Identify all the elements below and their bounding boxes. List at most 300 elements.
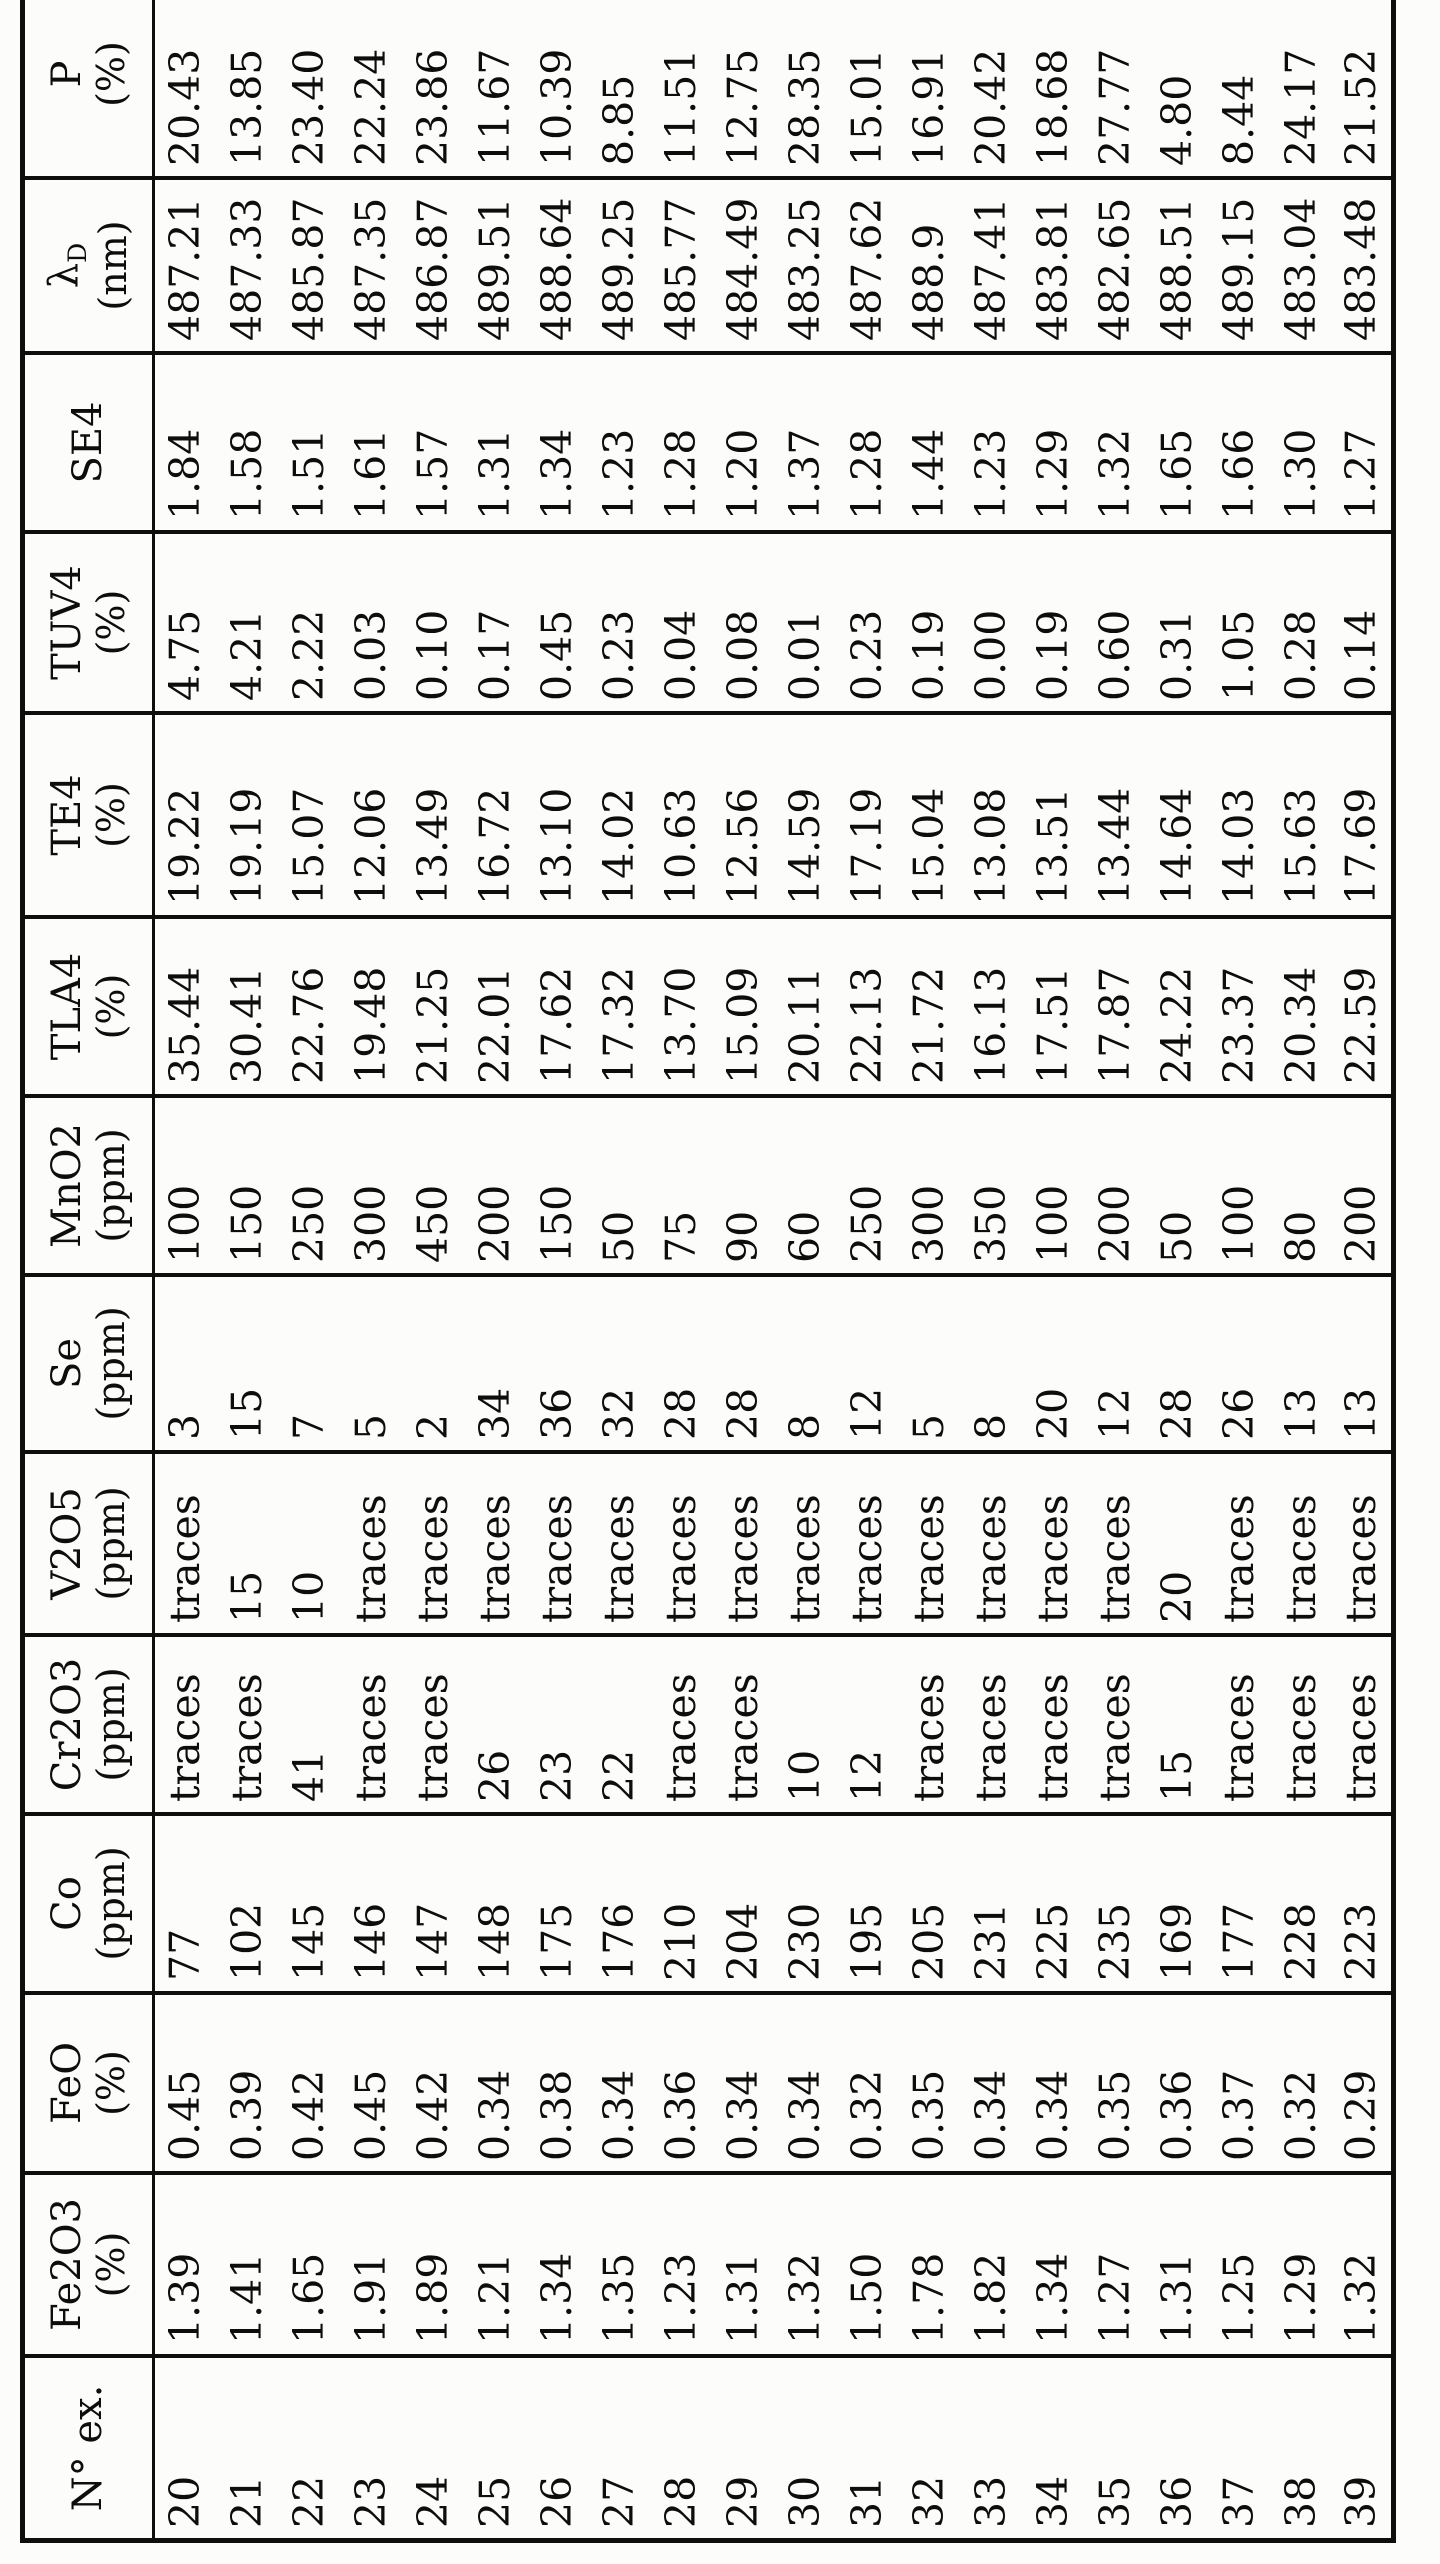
cell-n_ex: 37 [1208, 2356, 1270, 2541]
cell-se4: 1.27 [1332, 353, 1394, 532]
cell-co: 228 [1270, 1814, 1332, 1993]
cell-co: 148 [464, 1814, 526, 1993]
cell-lambda_d: 483.04 [1270, 178, 1332, 353]
cell-feo: 0.32 [836, 1993, 898, 2173]
cell-mno2: 150 [526, 1096, 588, 1275]
cell-se4: 1.65 [1146, 353, 1208, 532]
column-unit: (%) [88, 2231, 133, 2298]
cell-co: 177 [1208, 1814, 1270, 1993]
cell-tuv4: 0.17 [464, 532, 526, 713]
cell-p: 27.77 [1084, 0, 1146, 178]
cell-te4: 13.49 [402, 713, 464, 917]
column-unit: (ppm) [88, 1486, 133, 1601]
cell-tuv4: 1.05 [1208, 532, 1270, 713]
cell-v2o5: traces [1084, 1452, 1146, 1635]
cell-cr2o3: traces [154, 1635, 216, 1814]
cell-tuv4: 0.00 [960, 532, 1022, 713]
cell-n_ex: 35 [1084, 2356, 1146, 2541]
cell-cr2o3: traces [402, 1635, 464, 1814]
column-unit: (ppm) [88, 1128, 133, 1243]
cell-tuv4: 2.22 [278, 532, 340, 713]
table-row-ex-26 [526, 0, 588, 2541]
cell-se4: 1.37 [774, 353, 836, 532]
cell-cr2o3: 15 [1146, 1635, 1208, 1814]
cell-se4: 1.66 [1208, 353, 1270, 532]
cell-n_ex: 27 [588, 2356, 650, 2541]
cell-mno2: 300 [340, 1096, 402, 1275]
cell-te4: 12.06 [340, 713, 402, 917]
table-row-ex-33 [960, 0, 1022, 2541]
cell-mno2: 450 [402, 1096, 464, 1275]
cell-tla4: 22.13 [836, 917, 898, 1096]
column-header-cr2o3 [23, 1635, 154, 1814]
cell-n_ex: 30 [774, 2356, 836, 2541]
column-header-feo [23, 1993, 154, 2173]
cell-feo: 0.34 [774, 1993, 836, 2173]
table-row-ex-38 [1270, 0, 1332, 2541]
column-label: MnO2 [43, 1123, 90, 1248]
cell-se: 2 [402, 1275, 464, 1452]
cell-lambda_d: 483.81 [1022, 178, 1084, 353]
cell-te4: 15.04 [898, 713, 960, 917]
cell-se4: 1.20 [712, 353, 774, 532]
cell-se: 32 [588, 1275, 650, 1452]
cell-se4: 1.44 [898, 353, 960, 532]
cell-fe2o3: 1.31 [1146, 2173, 1208, 2356]
cell-tuv4: 0.19 [898, 532, 960, 713]
table-row-ex-32 [898, 0, 960, 2541]
cell-se: 8 [774, 1275, 836, 1452]
cell-se: 7 [278, 1275, 340, 1452]
table-header [23, 0, 154, 2541]
cell-fe2o3: 1.32 [774, 2173, 836, 2356]
cell-fe2o3: 1.31 [712, 2173, 774, 2356]
cell-fe2o3: 1.27 [1084, 2173, 1146, 2356]
cell-feo: 0.34 [1022, 1993, 1084, 2173]
cell-n_ex: 23 [340, 2356, 402, 2541]
cell-p: 20.42 [960, 0, 1022, 178]
cell-n_ex: 31 [836, 2356, 898, 2541]
column-header-te4 [23, 713, 154, 917]
cell-feo: 0.39 [216, 1993, 278, 2173]
cell-feo: 0.34 [464, 1993, 526, 2173]
cell-p: 23.86 [402, 0, 464, 178]
cell-co: 77 [154, 1814, 216, 1993]
column-header-se [23, 1275, 154, 1452]
cell-v2o5: traces [1208, 1452, 1270, 1635]
cell-n_ex: 20 [154, 2356, 216, 2541]
cell-co: 204 [712, 1814, 774, 1993]
column-label: N° ex. [65, 2384, 112, 2512]
cell-fe2o3: 1.32 [1332, 2173, 1394, 2356]
cell-feo: 0.42 [278, 1993, 340, 2173]
cell-v2o5: traces [340, 1452, 402, 1635]
cell-se: 28 [1146, 1275, 1208, 1452]
cell-cr2o3: traces [1332, 1635, 1394, 1814]
cell-lambda_d: 487.35 [340, 178, 402, 353]
cell-co: 231 [960, 1814, 1022, 1993]
cell-lambda_d: 487.41 [960, 178, 1022, 353]
table-row-ex-28 [650, 0, 712, 2541]
cell-feo: 0.35 [898, 1993, 960, 2173]
cell-lambda_d: 487.33 [216, 178, 278, 353]
cell-mno2: 50 [1146, 1096, 1208, 1275]
cell-fe2o3: 1.21 [464, 2173, 526, 2356]
cell-v2o5: traces [712, 1452, 774, 1635]
cell-p: 13.85 [216, 0, 278, 178]
cell-cr2o3: traces [650, 1635, 712, 1814]
cell-fe2o3: 1.89 [402, 2173, 464, 2356]
cell-fe2o3: 1.65 [278, 2173, 340, 2356]
column-header-lambda_d [23, 178, 154, 353]
cell-fe2o3: 1.34 [1022, 2173, 1084, 2356]
column-unit: (ppm) [88, 1667, 133, 1782]
cell-fe2o3: 1.82 [960, 2173, 1022, 2356]
cell-se: 28 [650, 1275, 712, 1452]
cell-se: 5 [340, 1275, 402, 1452]
cell-n_ex: 25 [464, 2356, 526, 2541]
cell-se4: 1.28 [836, 353, 898, 532]
cell-p: 22.24 [340, 0, 402, 178]
cell-fe2o3: 1.35 [588, 2173, 650, 2356]
table-row-ex-24 [402, 0, 464, 2541]
cell-feo: 0.42 [402, 1993, 464, 2173]
cell-mno2: 200 [1332, 1096, 1394, 1275]
cell-lambda_d: 488.51 [1146, 178, 1208, 353]
cell-se4: 1.32 [1084, 353, 1146, 532]
cell-se4: 1.34 [526, 353, 588, 532]
cell-cr2o3: 26 [464, 1635, 526, 1814]
cell-cr2o3: 12 [836, 1635, 898, 1814]
cell-tla4: 23.37 [1208, 917, 1270, 1096]
column-label: Cr2O3 [43, 1657, 90, 1792]
cell-tuv4: 4.75 [154, 532, 216, 713]
table-row-ex-22 [278, 0, 340, 2541]
cell-co: 205 [898, 1814, 960, 1993]
cell-mno2: 100 [1022, 1096, 1084, 1275]
cell-te4: 14.03 [1208, 713, 1270, 917]
cell-tla4: 17.87 [1084, 917, 1146, 1096]
table-row-ex-20 [154, 0, 216, 2541]
column-label: Se [43, 1337, 90, 1390]
cell-tla4: 35.44 [154, 917, 216, 1096]
cell-se: 12 [836, 1275, 898, 1452]
cell-n_ex: 26 [526, 2356, 588, 2541]
cell-te4: 19.22 [154, 713, 216, 917]
column-header-tuv4 [23, 532, 154, 713]
cell-se4: 1.29 [1022, 353, 1084, 532]
cell-se: 20 [1022, 1275, 1084, 1452]
column-unit: (%) [88, 41, 133, 107]
cell-se: 3 [154, 1275, 216, 1452]
cell-co: 102 [216, 1814, 278, 1993]
table-row-ex-23 [340, 0, 402, 2541]
cell-v2o5: traces [526, 1452, 588, 1635]
cell-feo: 0.32 [1270, 1993, 1332, 2173]
cell-cr2o3: 41 [278, 1635, 340, 1814]
cell-co: 176 [588, 1814, 650, 1993]
cell-cr2o3: 22 [588, 1635, 650, 1814]
cell-mno2: 100 [154, 1096, 216, 1275]
cell-co: 145 [278, 1814, 340, 1993]
cell-mno2: 250 [278, 1096, 340, 1275]
cell-mno2: 90 [712, 1096, 774, 1275]
table-row-ex-37 [1208, 0, 1270, 2541]
cell-n_ex: 28 [650, 2356, 712, 2541]
cell-p: 16.91 [898, 0, 960, 178]
cell-mno2: 350 [960, 1096, 1022, 1275]
cell-mno2: 60 [774, 1096, 836, 1275]
cell-co: 169 [1146, 1814, 1208, 1993]
cell-v2o5: traces [774, 1452, 836, 1635]
cell-te4: 13.51 [1022, 713, 1084, 917]
column-label: Fe2O3 [43, 2198, 90, 2331]
cell-lambda_d: 485.87 [278, 178, 340, 353]
column-unit: (ppm) [88, 1306, 133, 1421]
cell-co: 223 [1332, 1814, 1394, 1993]
cell-v2o5: traces [154, 1452, 216, 1635]
cell-cr2o3: 10 [774, 1635, 836, 1814]
cell-lambda_d: 489.25 [588, 178, 650, 353]
cell-te4: 19.19 [216, 713, 278, 917]
table-row-ex-35 [1084, 0, 1146, 2541]
cell-lambda_d: 488.9 [898, 178, 960, 353]
cell-se: 8 [960, 1275, 1022, 1452]
cell-tla4: 20.11 [774, 917, 836, 1096]
table-body [154, 0, 1394, 2541]
column-header-p [23, 0, 154, 178]
cell-n_ex: 32 [898, 2356, 960, 2541]
header-row [23, 0, 154, 2541]
cell-tla4: 17.62 [526, 917, 588, 1096]
cell-n_ex: 21 [216, 2356, 278, 2541]
column-header-mno2 [23, 1096, 154, 1275]
cell-mno2: 300 [898, 1096, 960, 1275]
cell-v2o5: traces [464, 1452, 526, 1635]
cell-p: 20.43 [154, 0, 216, 178]
cell-tla4: 13.70 [650, 917, 712, 1096]
cell-p: 8.85 [588, 0, 650, 178]
cell-tuv4: 0.19 [1022, 532, 1084, 713]
column-header-tla4 [23, 917, 154, 1096]
cell-se4: 1.84 [154, 353, 216, 532]
cell-cr2o3: 23 [526, 1635, 588, 1814]
cell-feo: 0.36 [1146, 1993, 1208, 2173]
column-unit: (%) [88, 973, 133, 1040]
cell-tla4: 20.34 [1270, 917, 1332, 1096]
cell-co: 235 [1084, 1814, 1146, 1993]
cell-tla4: 21.72 [898, 917, 960, 1096]
cell-te4: 13.08 [960, 713, 1022, 917]
cell-n_ex: 34 [1022, 2356, 1084, 2541]
cell-cr2o3: traces [1084, 1635, 1146, 1814]
cell-feo: 0.45 [154, 1993, 216, 2173]
cell-v2o5: traces [1270, 1452, 1332, 1635]
cell-v2o5: traces [588, 1452, 650, 1635]
cell-v2o5: traces [1022, 1452, 1084, 1635]
cell-tuv4: 0.08 [712, 532, 774, 713]
table-row-ex-34 [1022, 0, 1084, 2541]
cell-feo: 0.29 [1332, 1993, 1394, 2173]
cell-fe2o3: 1.29 [1270, 2173, 1332, 2356]
cell-p: 24.17 [1270, 0, 1332, 178]
table-row-ex-31 [836, 0, 898, 2541]
cell-lambda_d: 486.87 [402, 178, 464, 353]
column-header-n_ex [23, 2356, 154, 2541]
cell-mno2: 250 [836, 1096, 898, 1275]
cell-feo: 0.36 [650, 1993, 712, 2173]
table-row-ex-21 [216, 0, 278, 2541]
cell-se: 12 [1084, 1275, 1146, 1452]
cell-te4: 13.10 [526, 713, 588, 917]
cell-tuv4: 0.01 [774, 532, 836, 713]
column-label: SE4 [65, 401, 112, 484]
cell-tuv4: 0.14 [1332, 532, 1394, 713]
cell-tla4: 16.13 [960, 917, 1022, 1096]
cell-mno2: 75 [650, 1096, 712, 1275]
cell-p: 18.68 [1022, 0, 1084, 178]
cell-co: 146 [340, 1814, 402, 1993]
cell-v2o5: traces [960, 1452, 1022, 1635]
cell-se: 13 [1332, 1275, 1394, 1452]
cell-tuv4: 4.21 [216, 532, 278, 713]
cell-se4: 1.51 [278, 353, 340, 532]
cell-fe2o3: 1.91 [340, 2173, 402, 2356]
cell-v2o5: traces [898, 1452, 960, 1635]
cell-tla4: 21.25 [402, 917, 464, 1096]
cell-co: 225 [1022, 1814, 1084, 1993]
cell-n_ex: 36 [1146, 2356, 1208, 2541]
cell-cr2o3: traces [1208, 1635, 1270, 1814]
cell-tuv4: 0.31 [1146, 532, 1208, 713]
table-row-ex-27 [588, 0, 650, 2541]
cell-lambda_d: 489.51 [464, 178, 526, 353]
column-label: TE4 [43, 774, 90, 856]
cell-tla4: 15.09 [712, 917, 774, 1096]
cell-se4: 1.23 [588, 353, 650, 532]
cell-se4: 1.28 [650, 353, 712, 532]
cell-n_ex: 39 [1332, 2356, 1394, 2541]
cell-co: 210 [650, 1814, 712, 1993]
cell-p: 21.52 [1332, 0, 1394, 178]
table-row-ex-39 [1332, 0, 1394, 2541]
cell-tla4: 17.51 [1022, 917, 1084, 1096]
column-label: TUV4 [43, 565, 90, 680]
cell-fe2o3: 1.41 [216, 2173, 278, 2356]
column-header-fe2o3 [23, 2173, 154, 2356]
cell-tla4: 19.48 [340, 917, 402, 1096]
cell-p: 23.40 [278, 0, 340, 178]
cell-co: 195 [836, 1814, 898, 1993]
column-label: P [43, 60, 90, 88]
cell-n_ex: 22 [278, 2356, 340, 2541]
cell-co: 175 [526, 1814, 588, 1993]
cell-v2o5: traces [650, 1452, 712, 1635]
column-label: TLA4 [43, 952, 90, 1061]
cell-feo: 0.45 [340, 1993, 402, 2173]
column-unit: (%) [88, 2050, 133, 2116]
cell-mno2: 150 [216, 1096, 278, 1275]
column-unit: (%) [88, 589, 133, 656]
cell-te4: 12.56 [712, 713, 774, 917]
cell-n_ex: 38 [1270, 2356, 1332, 2541]
cell-fe2o3: 1.23 [650, 2173, 712, 2356]
cell-se4: 1.31 [464, 353, 526, 532]
table-row-ex-30 [774, 0, 836, 2541]
cell-tuv4: 0.10 [402, 532, 464, 713]
column-header-se4 [23, 353, 154, 532]
cell-se4: 1.58 [216, 353, 278, 532]
cell-feo: 0.38 [526, 1993, 588, 2173]
rotated-table-container [20, 0, 1396, 2543]
cell-tla4: 22.76 [278, 917, 340, 1096]
cell-mno2: 200 [464, 1096, 526, 1275]
cell-fe2o3: 1.50 [836, 2173, 898, 2356]
cell-cr2o3: traces [712, 1635, 774, 1814]
cell-lambda_d: 483.25 [774, 178, 836, 353]
cell-feo: 0.35 [1084, 1993, 1146, 2173]
cell-tuv4: 0.23 [588, 532, 650, 713]
cell-cr2o3: traces [1022, 1635, 1084, 1814]
cell-v2o5: 15 [216, 1452, 278, 1635]
cell-cr2o3: traces [340, 1635, 402, 1814]
cell-feo: 0.34 [588, 1993, 650, 2173]
cell-v2o5: 10 [278, 1452, 340, 1635]
cell-p: 12.75 [712, 0, 774, 178]
table-row-ex-29 [712, 0, 774, 2541]
cell-cr2o3: traces [1270, 1635, 1332, 1814]
cell-tla4: 22.59 [1332, 917, 1394, 1096]
cell-fe2o3: 1.34 [526, 2173, 588, 2356]
cell-tla4: 24.22 [1146, 917, 1208, 1096]
column-unit: (%) [88, 782, 133, 848]
cell-co: 230 [774, 1814, 836, 1993]
cell-se4: 1.23 [960, 353, 1022, 532]
cell-mno2: 200 [1084, 1096, 1146, 1275]
cell-tuv4: 0.03 [340, 532, 402, 713]
cell-se: 36 [526, 1275, 588, 1452]
cell-v2o5: 20 [1146, 1452, 1208, 1635]
cell-p: 11.51 [650, 0, 712, 178]
cell-p: 8.44 [1208, 0, 1270, 178]
cell-n_ex: 29 [712, 2356, 774, 2541]
cell-te4: 14.59 [774, 713, 836, 917]
cell-n_ex: 33 [960, 2356, 1022, 2541]
column-unit: (ppm) [88, 1846, 133, 1961]
column-label: FeO [43, 2041, 90, 2125]
cell-se: 13 [1270, 1275, 1332, 1452]
cell-te4: 17.69 [1332, 713, 1394, 917]
cell-lambda_d: 485.77 [650, 178, 712, 353]
column-label: Co [43, 1876, 90, 1931]
column-header-v2o5 [23, 1452, 154, 1635]
cell-tuv4: 0.04 [650, 532, 712, 713]
cell-p: 28.35 [774, 0, 836, 178]
cell-mno2: 80 [1270, 1096, 1332, 1275]
cell-tuv4: 0.28 [1270, 532, 1332, 713]
cell-p: 15.01 [836, 0, 898, 178]
cell-lambda_d: 489.15 [1208, 178, 1270, 353]
cell-te4: 14.02 [588, 713, 650, 917]
cell-tla4: 30.41 [216, 917, 278, 1096]
cell-n_ex: 24 [402, 2356, 464, 2541]
cell-lambda_d: 488.64 [526, 178, 588, 353]
cell-feo: 0.34 [960, 1993, 1022, 2173]
cell-te4: 13.44 [1084, 713, 1146, 917]
cell-v2o5: traces [836, 1452, 898, 1635]
column-label: $\lambda_D$ [41, 242, 93, 289]
cell-fe2o3: 1.25 [1208, 2173, 1270, 2356]
